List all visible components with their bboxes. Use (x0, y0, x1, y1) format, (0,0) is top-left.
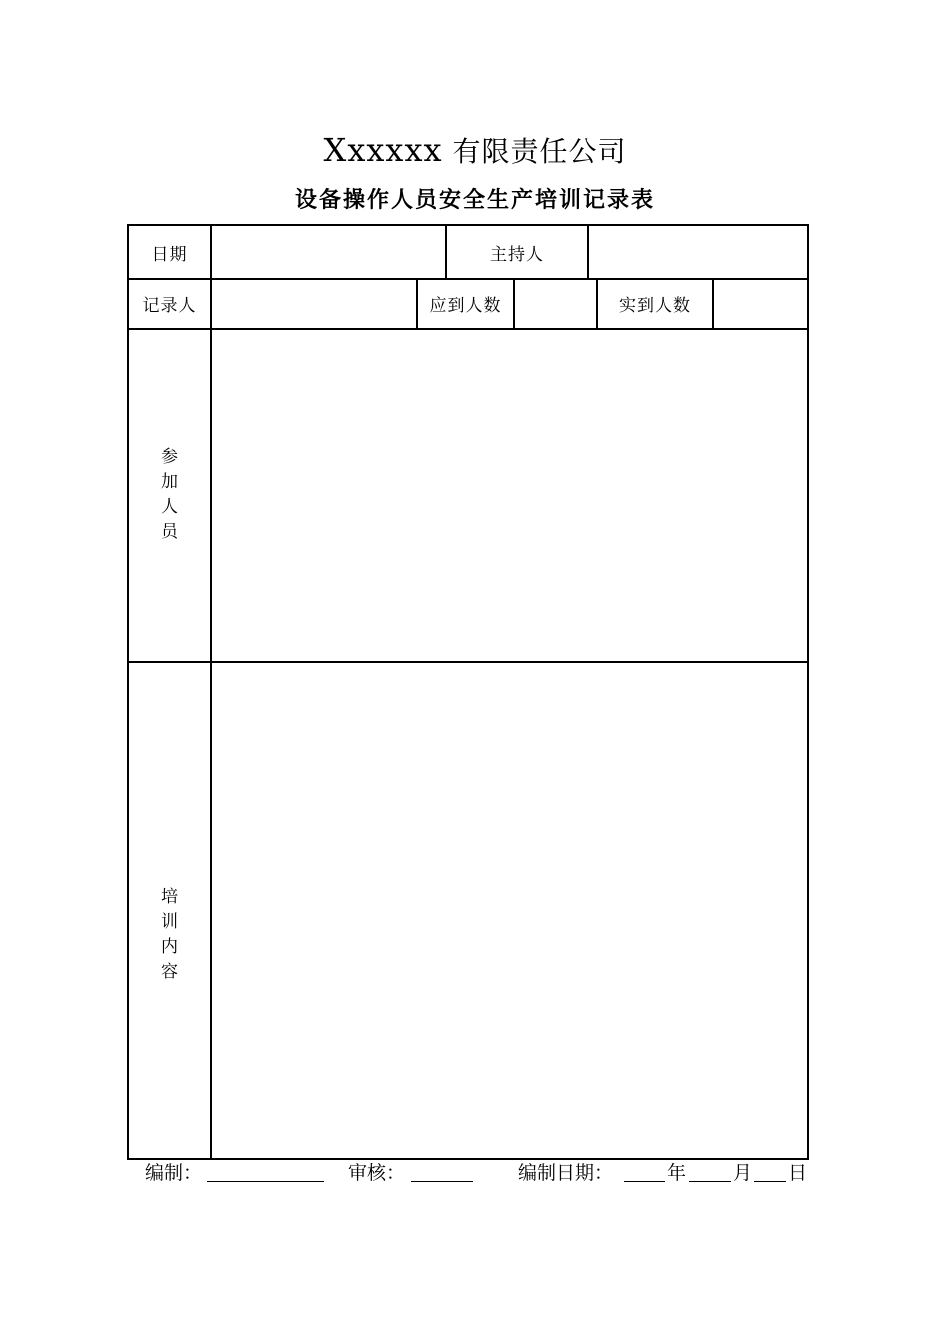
compiled-date-label: 编制日期： (518, 1162, 614, 1184)
training-content-label-char: 容 (161, 962, 178, 982)
day-field[interactable] (754, 1159, 786, 1182)
compiled-by-field[interactable] (207, 1159, 324, 1182)
training-record-table (127, 224, 809, 1160)
expected-attendance-label: 应到人数 (429, 296, 502, 316)
training-content-label-char: 训 (161, 912, 178, 932)
participants-field[interactable] (212, 329, 807, 661)
signature-footer (0, 1159, 950, 1189)
expected-attendance-field[interactable] (515, 279, 596, 328)
training-content-label (129, 663, 210, 1207)
participants-label-char: 参 (161, 447, 178, 467)
company-name-suffix: 有限责任公司 (452, 135, 627, 168)
recorder-field[interactable] (212, 279, 416, 328)
date-field[interactable] (212, 226, 445, 278)
year-label: 年 (667, 1162, 687, 1184)
participants-label (129, 329, 210, 661)
actual-attendance-label: 实到人数 (619, 296, 691, 316)
training-content-label-char: 培 (161, 887, 178, 907)
reviewed-by-label: 审核： (348, 1162, 406, 1184)
date-label: 日期 (151, 244, 188, 265)
day-label: 日 (788, 1162, 808, 1184)
company-name-prefix: Xxxxxx (323, 131, 443, 169)
month-field[interactable] (689, 1159, 731, 1182)
recorder-label: 记录人 (142, 296, 197, 316)
host-field[interactable] (589, 226, 807, 278)
training-content-field[interactable] (212, 663, 807, 1158)
compiled-by-label: 编制： (145, 1162, 203, 1184)
participants-label-char: 员 (161, 522, 178, 542)
year-field[interactable] (624, 1159, 665, 1182)
participants-label-char: 人 (161, 497, 178, 517)
form-title: 设备操作人员安全生产培训记录表 (294, 187, 655, 213)
participants-label-char: 加 (161, 472, 178, 492)
reviewed-by-field[interactable] (411, 1159, 473, 1182)
actual-attendance-field[interactable] (714, 279, 807, 328)
month-label: 月 (733, 1162, 753, 1184)
company-name (0, 128, 950, 174)
training-content-label-char: 内 (161, 937, 178, 957)
host-label: 主持人 (490, 244, 544, 265)
